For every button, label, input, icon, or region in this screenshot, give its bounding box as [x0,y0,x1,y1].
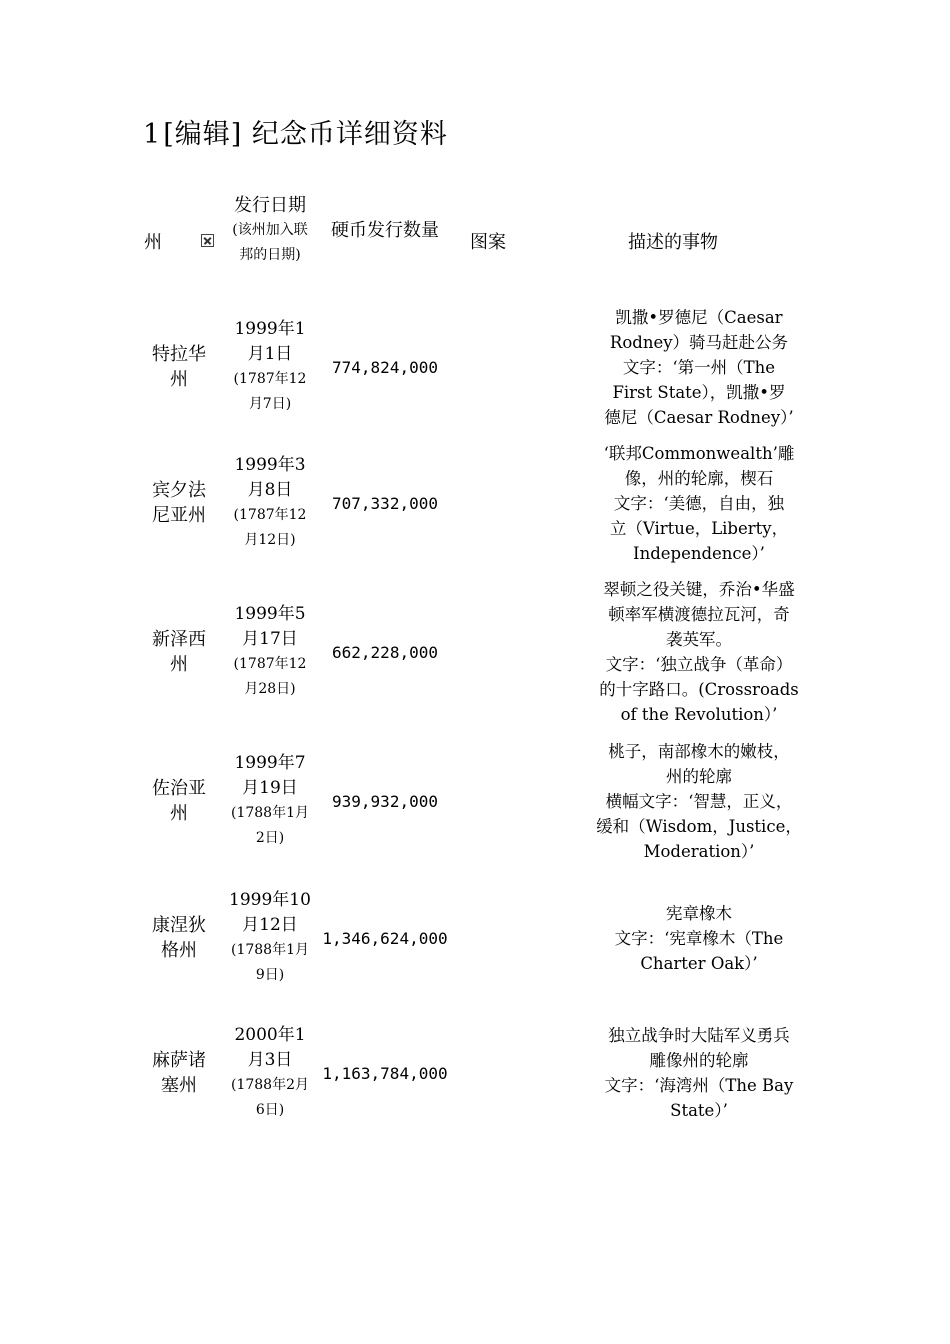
mintage-cell: 707,332,000 [332,493,438,513]
description-line: 文字：‘海湾州（The Bay [604,1076,794,1095]
sort-icon[interactable] [201,234,214,247]
issue-date-cell [229,1023,311,1123]
description-line: First State），凯撒•罗 [612,382,786,402]
description-line: 雕像州的轮廓 [649,1051,749,1070]
mintage-cell: 1,163,784,000 [322,1063,448,1083]
design-cell [470,577,570,727]
state-cell: 康涅狄格州 [152,915,206,961]
column-header-design: 图案 [470,232,506,253]
description-line: Charter Oak）’ [640,953,758,973]
description-line: 文字：‘美德，自由，独 [613,493,785,513]
description-line: Moderation）’ [643,841,755,861]
description-cell [588,577,810,727]
column-header-mintage: 硬币发行数量 [331,220,439,241]
statehood-date: (1788年1月9日) [231,942,309,983]
issue-date-cell [229,577,311,727]
description-line: ‘联邦Commonwealth’雕 [603,443,795,463]
mintage-cell: 774,824,000 [332,357,438,377]
issue-date: 1999年5月17日 [234,604,306,649]
mintage-cell: 939,932,000 [332,791,438,811]
description-line: 桃子，南部橡木的嫩枝， [608,741,790,761]
design-cell [470,440,570,566]
statehood-date: (1787年12月12日) [233,507,307,548]
description-cell [588,304,810,430]
description-line: 横幅文字：‘智慧，正义， [605,791,793,811]
issue-date: 1999年3月8日 [234,455,306,500]
description-line: 立（Virtue，Liberty， [609,518,789,538]
state-cell: 佐治亚州 [152,778,206,824]
mintage-cell: 1,346,624,000 [322,928,448,948]
design-cell [470,1023,570,1123]
state-cell: 特拉华州 [152,344,206,390]
description-line: 文字：‘宪章橡木（The [614,928,784,948]
statehood-date: (1788年2月6日) [231,1077,309,1118]
state-cell: 新泽西州 [152,629,206,675]
description-line: 德尼（Caesar Rodney）’ [604,407,794,427]
section-number: 1 [143,119,162,150]
description-line: State）’ [670,1101,728,1120]
description-line: of the Revolution）’ [620,705,778,724]
statehood-date: (1787年12月7日) [233,371,307,412]
statehood-date: (1788年1月2日) [231,805,309,846]
description-line: Rodney）骑马赶赴公务 [609,332,789,352]
column-header-date-sub: (该州加入联邦的日期) [232,222,308,263]
issue-date: 2000年1月3日 [234,1025,306,1070]
issue-date-cell [229,875,311,1001]
description-line: 独立战争时大陆军义勇兵 [608,1026,790,1045]
description-line: 州的轮廓 [666,766,732,786]
statehood-date: (1787年12月28日) [233,656,307,697]
issue-date: 1999年10月12日 [229,890,311,935]
description-cell [588,1023,810,1123]
state-cell: 宾夕法尼亚州 [152,480,206,526]
issue-date-cell [229,738,311,864]
description-line: 像，州的轮廓，楔石 [624,468,774,488]
description-line: 宪章橡木 [666,903,732,923]
description-line: 袭英军。 [666,630,732,649]
description-cell [588,738,810,864]
description-line: 凯撒•罗德尼（Caesar [615,307,783,327]
state-cell: 麻萨诸塞州 [152,1050,206,1096]
column-header-date-label: 发行日期 [234,195,306,216]
issue-date-cell [229,304,311,430]
page-heading [143,112,448,151]
mintage-cell: 662,228,000 [332,642,438,662]
issue-date: 1999年7月19日 [234,753,306,798]
description-line: Independence）’ [633,543,765,563]
edit-link[interactable]: [编辑] [163,119,243,150]
description-line: 翠顿之役关键，乔治•华盛 [603,580,795,599]
issue-date: 1999年1月1日 [234,319,306,364]
design-cell [470,738,570,864]
description-line: 顿率军横渡德拉瓦河，奇 [608,605,790,624]
description-line: 缓和（Wisdom，Justice， [596,816,802,836]
description-line: 的十字路口。(Crossroads [599,680,799,699]
description-line: 文字：‘独立战争（革命） [605,655,793,674]
design-cell [470,304,570,430]
column-header-date [229,193,311,268]
column-header-description: 描述的事物 [628,232,718,253]
description-line: 文字：‘第一州（The [622,357,776,377]
issue-date-cell [229,440,311,566]
description-cell [588,440,810,566]
description-cell [588,875,810,1001]
column-header-state: 州 [144,232,162,253]
design-cell [470,875,570,1001]
section-title: 纪念币详细资料 [251,119,448,150]
